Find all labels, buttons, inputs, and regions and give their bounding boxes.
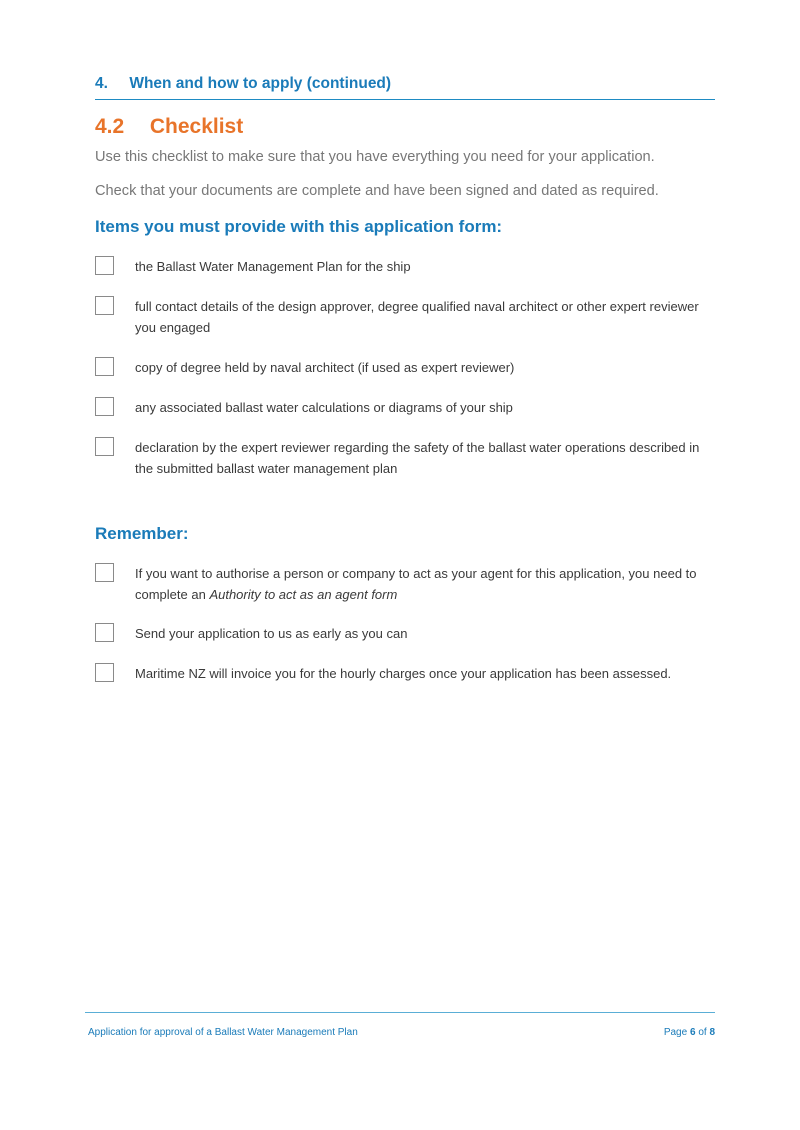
section-number: 4. <box>95 75 108 92</box>
agent-form-name: Authority to act as an agent form <box>209 586 398 602</box>
checkbox[interactable] <box>95 663 114 682</box>
checklist-item-text: full contact details of the design approver, degree qualified naval architect or other expert reviewer you engaged <box>135 299 699 335</box>
remember-text: Maritime NZ will invoice you for the hourly charges once your application has been assessed. <box>135 666 672 681</box>
subsection-number: 4.2 <box>95 115 125 138</box>
remember-text: Send your application to us as early as you can <box>135 626 408 641</box>
remember-item-text <box>135 664 715 685</box>
remember-item-text <box>135 624 715 645</box>
checkbox[interactable] <box>95 357 114 376</box>
intro-paragraph: Use this checklist to make sure that you have everything you need for your application. <box>95 149 655 165</box>
checkbox[interactable] <box>95 563 114 582</box>
subsection-title <box>95 115 243 139</box>
page-total: 8 <box>709 1027 715 1038</box>
intro-paragraph: Check that your documents are complete and have been signed and dated as required. <box>95 183 659 199</box>
section-title: When and how to apply (continued) <box>129 75 392 92</box>
footer-page-number <box>664 1027 715 1038</box>
footer-divider <box>85 1012 715 1013</box>
remember-text: If you want to authorise a person or company to act as your agent for this application, you need to complete an <box>135 566 697 602</box>
checklist-item-text: declaration by the expert reviewer regarding the safety of the ballast water operations described in the submitted ballast water management plan <box>135 440 700 476</box>
page-label: Page <box>663 1027 688 1038</box>
checkbox[interactable] <box>95 437 114 456</box>
footer-document-title: Application for approval of a Ballast Water Management Plan <box>88 1027 358 1038</box>
page-current: 6 <box>689 1027 696 1038</box>
remember-heading: Remember: <box>95 524 189 543</box>
section-header <box>95 75 715 100</box>
checkbox[interactable] <box>95 296 114 315</box>
checkbox[interactable] <box>95 623 114 642</box>
checklist-item-text: copy of degree held by naval architect (if used as expert reviewer) <box>135 360 515 375</box>
remember-item-text <box>135 564 715 605</box>
checkbox[interactable] <box>95 256 114 275</box>
page-of: of <box>698 1027 707 1038</box>
checkbox[interactable] <box>95 397 114 416</box>
checklist-item-text: the Ballast Water Management Plan for the ship <box>135 259 411 274</box>
subsection-heading: Checklist <box>149 115 244 138</box>
items-heading: Items you must provide with this application form: <box>95 217 503 236</box>
checklist-item-text: any associated ballast water calculations or diagrams of your ship <box>135 400 513 415</box>
